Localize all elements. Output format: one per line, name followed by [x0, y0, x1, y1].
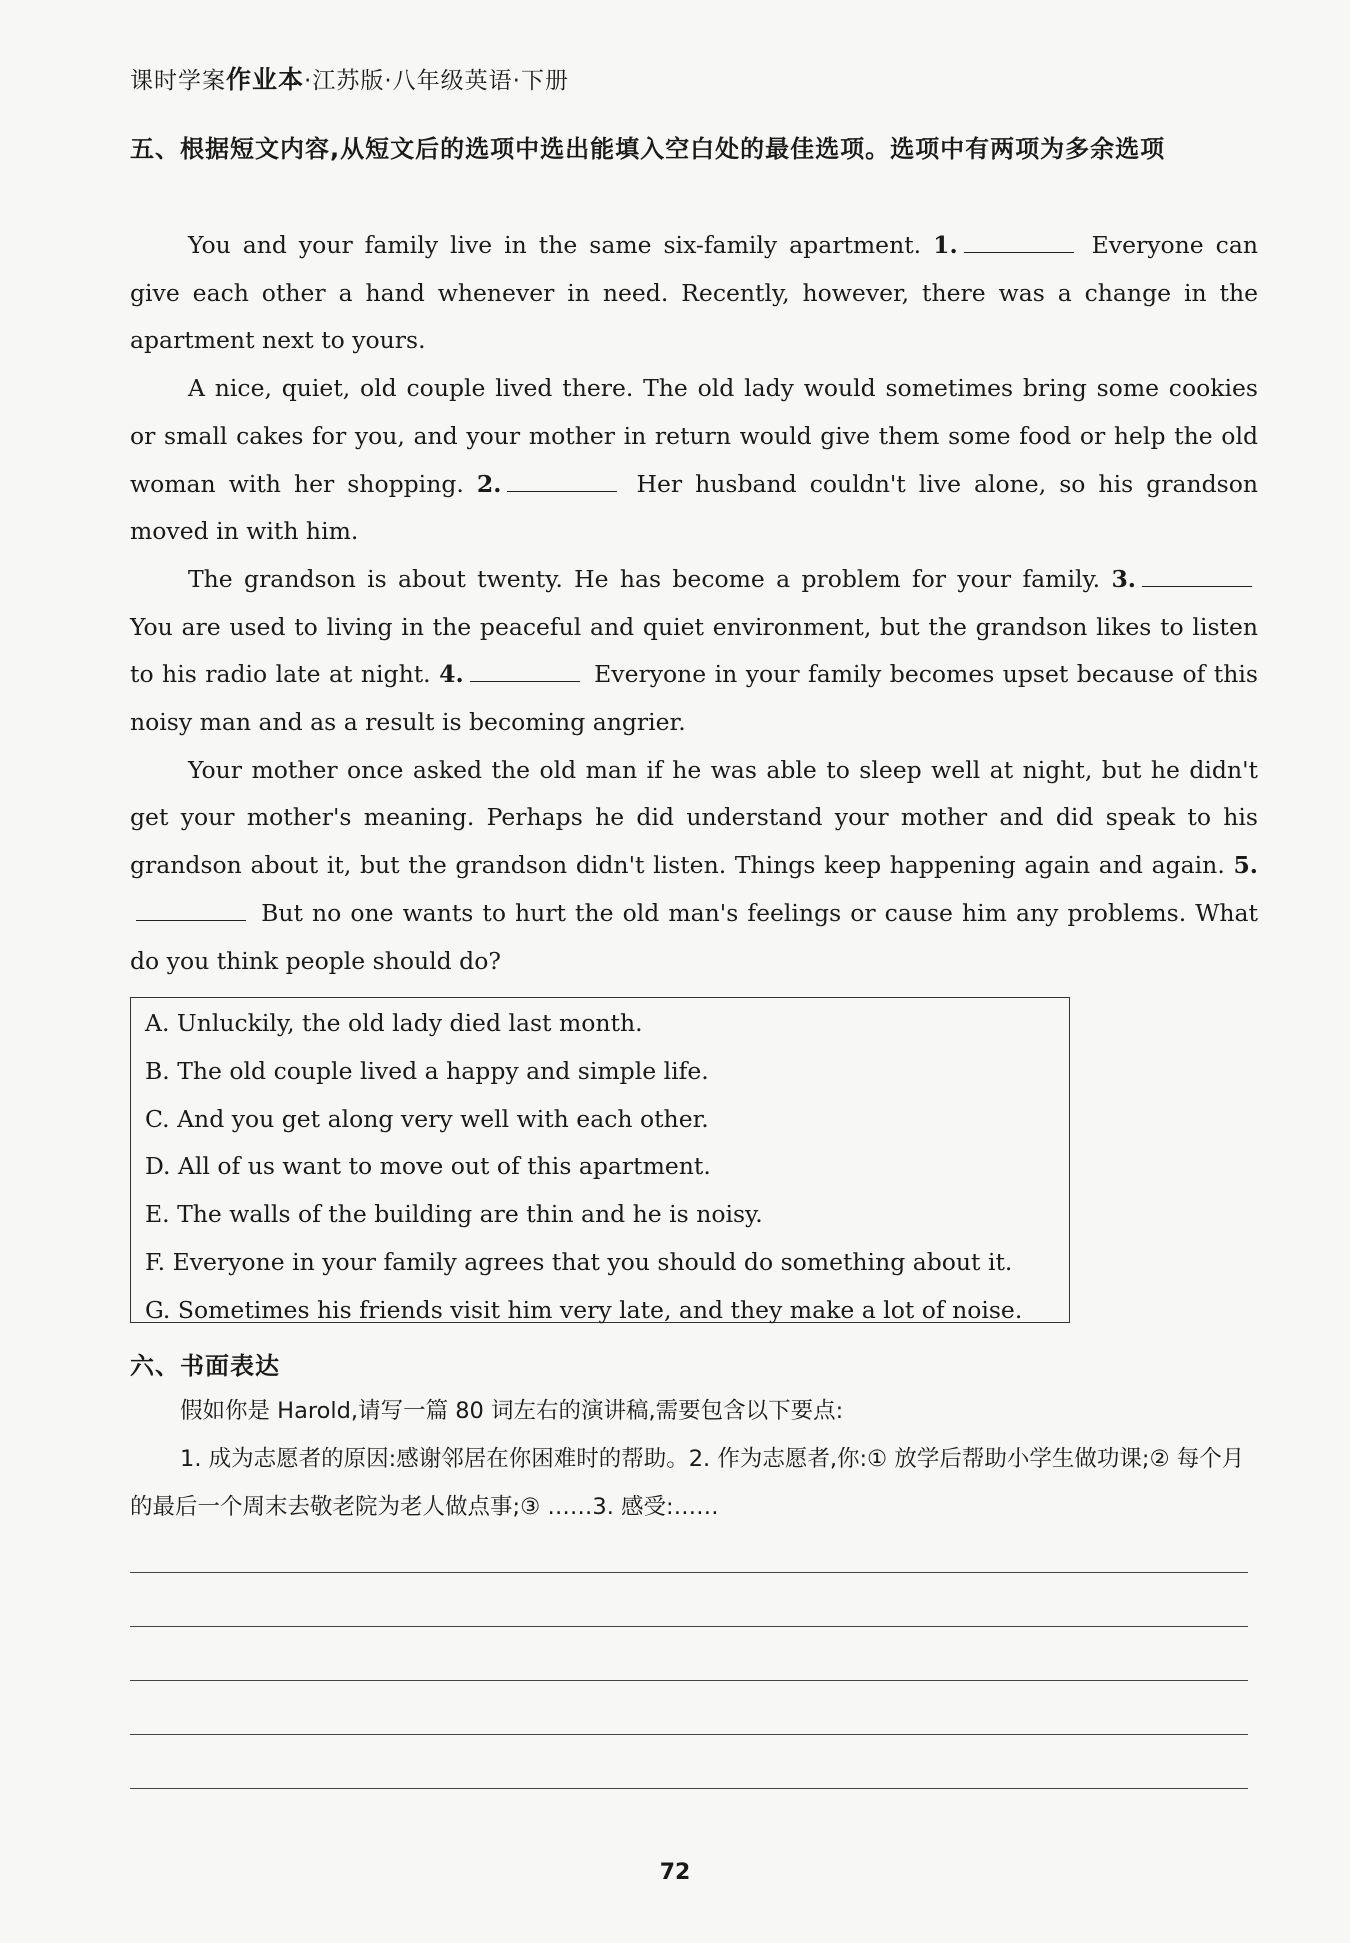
passage-paragraph-1 [130, 222, 1258, 365]
page-header [130, 60, 569, 96]
passage-paragraph-4 [130, 747, 1258, 986]
blank-number-3: 3. [1111, 564, 1136, 593]
passage-text: Her husband couldn't live alone, so his grandson moved in with him. [130, 469, 1258, 546]
option-b: B. The old couple lived a happy and simple life. [145, 1056, 709, 1085]
passage-text: Everyone in your family becomes upset because of this noisy man and as a result is becoming angrier. [130, 660, 1258, 737]
answer-blank-3[interactable] [1142, 564, 1252, 587]
passage-text: You and your family live in the same six-family apartment. [188, 231, 922, 259]
answer-blank-4[interactable] [470, 659, 580, 682]
section-5-title: 五、根据短文内容,从短文后的选项中选出能填入空白处的最佳选项。选项中有两项为多余选项 [130, 135, 1166, 163]
option-f: F. Everyone in your family agrees that you should do something about it. [145, 1247, 1013, 1276]
reading-passage [130, 222, 1258, 985]
blank-number-2: 2. [476, 469, 502, 498]
section-6-title: 六、书面表达 [130, 1352, 280, 1380]
header-suffix: ·江苏版·八年级英语·下册 [304, 68, 569, 94]
blank-number-4: 4. [439, 660, 464, 689]
header-prefix: 课时学案 [130, 68, 226, 94]
option-g: G. Sometimes his friends visit him very late, and they make a lot of noise. [145, 1295, 1023, 1324]
option-d: D. All of us want to move out of this apartment. [145, 1152, 711, 1181]
passage-text: A nice, quiet, old couple lived there. The old lady would sometimes bring some cookies or small cakes for you, and your mother in return would give them some food or help the old woman with her shopping. [130, 374, 1258, 498]
passage-paragraph-2 [130, 365, 1258, 556]
writing-line-3[interactable] [130, 1680, 1248, 1681]
answer-blank-1[interactable] [964, 230, 1074, 253]
passage-text: You are used to living in the peaceful and quiet environment, but the grandson likes to listen to his radio late at night. [130, 612, 1258, 689]
blank-number-5: 5. [1233, 851, 1258, 880]
blank-number-1: 1. [933, 231, 958, 259]
writing-points: 1. 成为志愿者的原因:感谢邻居在你困难时的帮助。2. 作为志愿者,你:① 放学后帮助小学生做功课;② 每个月的最后一个周末去敬老院为老人做点事;③ ……3. 感受:…… [130, 1446, 1245, 1520]
page-number: 72 [659, 1860, 691, 1885]
writing-line-4[interactable] [130, 1734, 1248, 1735]
writing-instruction: 假如你是 Harold,请写一篇 80 词左右的演讲稿,需要包含以下要点: [180, 1398, 844, 1424]
options-box [130, 997, 1070, 1323]
writing-line-2[interactable] [130, 1626, 1248, 1627]
option-a: A. Unluckily, the old lady died last month. [145, 1009, 643, 1037]
writing-prompt [130, 1387, 1260, 1531]
answer-blank-5[interactable] [136, 898, 246, 921]
option-e: E. The walls of the building are thin and he is noisy. [145, 1200, 763, 1229]
answer-blank-2[interactable] [507, 469, 617, 492]
passage-text: Everyone can give each other a hand whenever in need. Recently, however, there was a change in the apartment next to yours. [130, 231, 1258, 355]
option-c: C. And you get along very well with each other. [145, 1104, 709, 1133]
passage-paragraph-3 [130, 556, 1258, 747]
passage-text: But no one wants to hurt the old man's feelings or cause him any problems. What do you think people should do? [130, 898, 1258, 975]
passage-text: The grandson is about twenty. He has become a problem for your family. [188, 564, 1101, 593]
writing-line-1[interactable] [130, 1572, 1248, 1573]
header-brand: 作业本 [226, 65, 305, 94]
writing-line-5[interactable] [130, 1788, 1248, 1789]
passage-text: Your mother once asked the old man if he was able to sleep well at night, but he didn't get your mother's meaning. Perhaps he did understand your mother and did speak to his grandson about it, but the grandson didn't listen. Things keep happening again and again. [130, 755, 1258, 880]
